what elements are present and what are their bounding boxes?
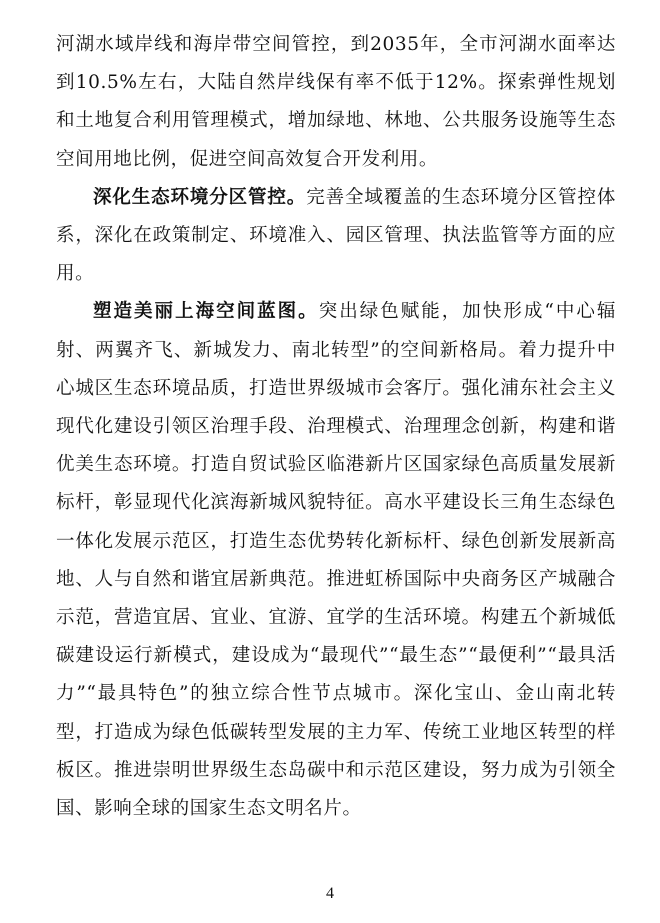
paragraph-heading: 塑造美丽上海空间蓝图。 <box>93 301 319 323</box>
paragraph-spatial-blueprint <box>56 293 616 828</box>
paragraph-ecological-zoning <box>56 179 616 294</box>
document-page <box>56 26 616 828</box>
paragraph-heading: 深化生态环境分区管控。 <box>93 186 307 208</box>
paragraph-body: 河湖水域岸线和海岸带空间管控，到2035年，全市河湖水面率达到10.5%左右，大陆自然岸线保有率不低于12%。探索弹性规划和土地复合利用管理模式，增加绿地、林地、公共服务设施等生态空间用地比例，促进空间高效复合开发利用。 <box>56 34 616 170</box>
paragraph-continuation <box>56 26 616 179</box>
paragraph-body: 完善全域覆盖的生态环境分区管控体系，深化在政策制定、环境准入、园区管理、执法监管等方面的应用。 <box>56 186 616 285</box>
paragraph-body: 突出绿色赋能，加快形成“中心辐射、两翼齐飞、新城发力、南北转型”的空间新格局。着力提升中心城区生态环境品质，打造世界级城市会客厅。强化浦东社会主义现代化建设引领区治理手段、治理模式、治理理念创新，构建和谐优美生态环境。打造自贸试验区临港新片区国家绿色高质量发展新标杆，彰显现代化滨海新城风貌特征。高水平建设长三角生态绿色一体化发展示范区，打造生态优势转化新标杆、绿色创新发展新高地、人与自然和谐宜居新典范。推进虹桥国际中央商务区产城融合示范，营造宜居、宜业、宜游、宜学的生活环境。构建五个新城低碳建设运行新模式，建设成为“最现代”“最生态”“最便利”“最具活力”“最具特色”的独立综合性节点城市。深化宝山、金山南北转型，打造成为绿色低碳转型发展的主力军、传统工业地区转型的样板区。推进崇明世界级生态岛碳中和示范区建设，努力成为引领全国、影响全球的国家生态文明名片。 <box>56 301 616 820</box>
page-number: 4 <box>326 885 334 902</box>
